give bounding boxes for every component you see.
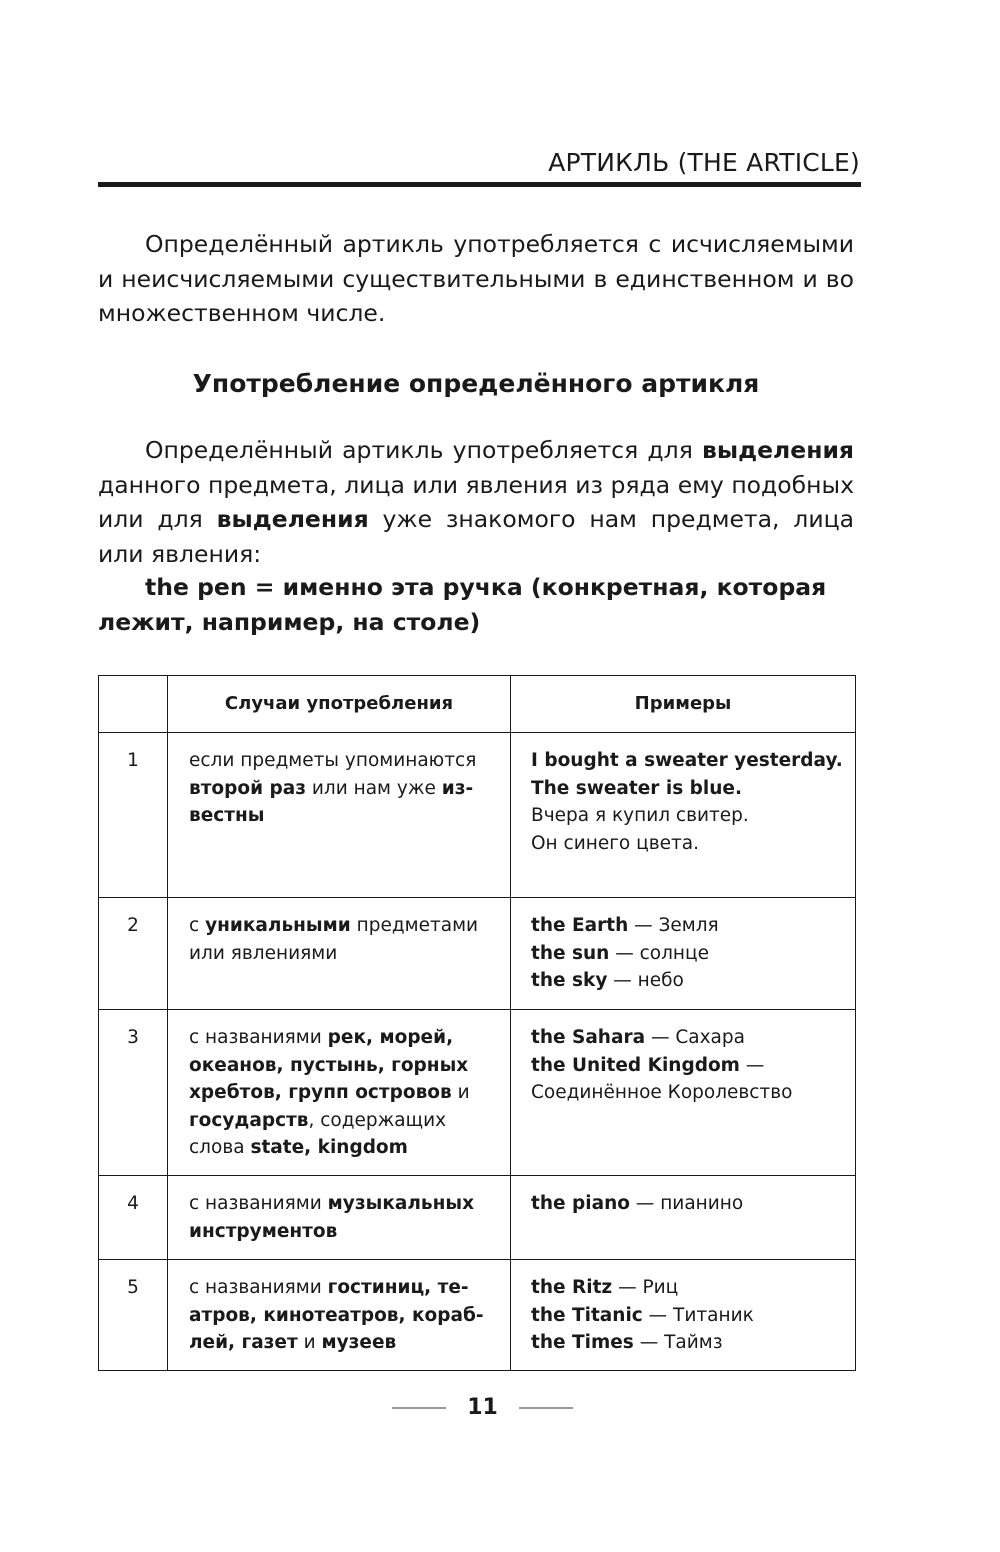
intro-text: Определённый артикль употребляется с исчисляемыми и неисчисляемыми существительными в единственном и во множественном числе. <box>98 230 854 327</box>
section-paragraph <box>98 433 854 571</box>
case-text: с <box>189 915 206 936</box>
example-translation: — Земля <box>628 915 719 936</box>
case-text: с названиями <box>189 1027 328 1048</box>
example-translation: — Соединённое Королевство <box>531 1054 793 1103</box>
table-row <box>99 1176 856 1260</box>
example-translation: — Риц <box>612 1277 679 1298</box>
usage-case <box>168 1176 511 1260</box>
case-text: и <box>451 1082 470 1103</box>
example-english: I bought a sweater yesterday. The sweater is blue. <box>531 750 843 799</box>
case-text: с названиями <box>189 1193 328 1214</box>
table-row <box>99 1010 856 1176</box>
usage-case <box>168 898 511 1010</box>
case-bold: музыкальных инструментов <box>189 1193 475 1242</box>
case-bold: state, kingdom <box>250 1137 408 1158</box>
header-rule <box>98 182 861 187</box>
row-number: 1 <box>99 733 168 898</box>
usage-examples <box>511 1260 856 1371</box>
case-bold: из-вестны <box>189 777 474 826</box>
example-english: the United Kingdom <box>531 1054 740 1076</box>
case-text: если предметы упоминаются <box>189 750 477 771</box>
row-number: 3 <box>99 1010 168 1176</box>
case-bold: музеев <box>321 1332 397 1353</box>
case-bold: второй раз <box>189 777 306 799</box>
table-row <box>99 1260 856 1371</box>
case-text: , содержащих слова <box>189 1109 447 1158</box>
case-bold: уникальными <box>205 915 351 936</box>
example-sentence <box>98 570 854 640</box>
usage-case <box>168 733 511 898</box>
para-text-2: данного предмета, лица или явления из ряда ему подобных или для <box>98 470 854 533</box>
example-text: the pen = именно эта ручка (конкретная, которая лежит, например, на столе) <box>98 573 827 636</box>
header-number <box>99 676 168 733</box>
example-english: the sun <box>531 942 610 964</box>
example-english: the Titanic <box>531 1304 643 1326</box>
example-english: the piano <box>531 1193 630 1214</box>
header-cases: Случаи употребления <box>168 676 511 733</box>
case-text: с названиями <box>189 1277 328 1298</box>
example-english: the sky <box>531 970 608 991</box>
usage-case <box>168 1260 511 1371</box>
example-translation: Он синего цвета. <box>531 832 699 854</box>
para-bold-1: выделения <box>702 436 854 464</box>
page-number: 11 <box>467 1395 498 1420</box>
intro-paragraph <box>98 227 854 331</box>
example-english: the Ritz <box>531 1277 613 1298</box>
example-english: the Earth <box>531 915 629 936</box>
section-heading: Употребление определённого артикля <box>192 369 760 398</box>
example-english: the Sahara <box>531 1027 646 1048</box>
case-bold: гостиниц, те-атров, кинотеатров, кораб-лей, газет <box>189 1277 484 1353</box>
para-bold-2: выделения <box>216 505 369 533</box>
case-text: или нам уже <box>305 777 442 799</box>
page-footer <box>0 1393 1000 1427</box>
usage-examples <box>511 1010 856 1176</box>
example-translation: — Титаник <box>642 1304 754 1326</box>
footer-rule-right <box>519 1407 573 1409</box>
row-number: 5 <box>99 1260 168 1371</box>
usage-examples <box>511 733 856 898</box>
example-translation: — небо <box>607 970 684 991</box>
example-translation: — пианино <box>629 1193 744 1214</box>
usage-examples <box>511 1176 856 1260</box>
case-text: и <box>297 1332 322 1353</box>
example-translation: — Таймз <box>633 1332 723 1353</box>
header-examples: Примеры <box>511 676 856 733</box>
usage-case <box>168 1010 511 1176</box>
row-number: 4 <box>99 1176 168 1260</box>
footer-rule-left <box>392 1407 446 1409</box>
example-translation: — солнце <box>609 942 710 964</box>
usage-table <box>98 675 856 1371</box>
row-number: 2 <box>99 898 168 1010</box>
table-header-row <box>99 676 856 733</box>
usage-examples <box>511 898 856 1010</box>
para-text-3: уже знакомого нам предмета, лица или явления: <box>98 505 854 568</box>
example-translation: Вчера я купил свитер. <box>531 805 749 826</box>
case-bold: государств <box>189 1109 309 1131</box>
para-text-1: Определённый артикль употребляется для <box>145 436 703 464</box>
case-text: предметами или явлениями <box>189 915 479 964</box>
table-row <box>99 733 856 898</box>
example-translation: — Сахара <box>645 1027 745 1048</box>
table-row <box>99 898 856 1010</box>
example-english: the Times <box>531 1332 634 1353</box>
running-header: АРТИКЛЬ (THE ARTICLE) <box>548 148 860 177</box>
case-bold: рек, морей, океанов, пустынь, горных хребтов, групп островов <box>189 1027 469 1103</box>
